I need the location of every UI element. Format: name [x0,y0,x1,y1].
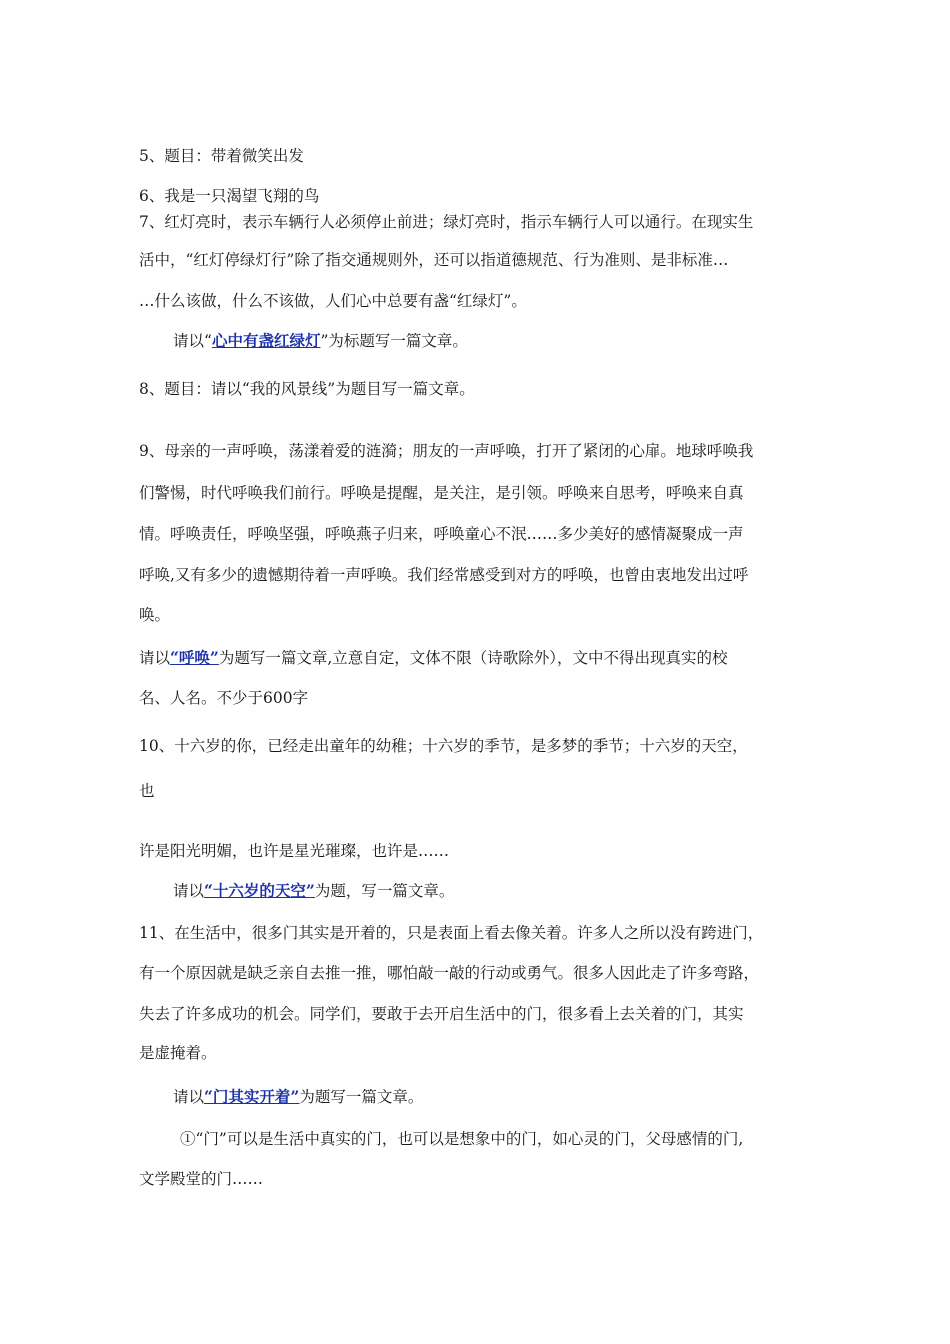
prompt-11-line-4: 是虚掩着。 [139,1044,217,1062]
instruction-prefix: 请以 [173,882,205,900]
prompt-10-instruction [173,880,454,902]
prompt-10-line-2: 也 [139,782,155,800]
instruction-suffix: 为题写一篇文章,立意自定，文体不限（诗歌除外），文中不得出现真实的校 [218,649,728,667]
prompt-10-line-1: 10、十六岁的你，已经走出童年的幼稚；十六岁的季节，是多梦的季节；十六岁的天空， [139,737,748,755]
prompt-9-line-5: 唤。 [139,606,171,624]
prompt-9-line-2: 们警惕，时代呼唤我们前行。呼唤是提醒，是关注，是引领。呼唤来自思考，呼唤来自真 [139,484,744,502]
prompt-11-instruction [173,1086,423,1108]
prompt-11-note-line-1: ①“门”可以是生活中真实的门，也可以是想象中的门，如心灵的门，父母感情的门, [180,1130,744,1148]
prompt-11-note-line-2: 文学殿堂的门…… [139,1170,264,1188]
prompt-8: 8、题目：请以“我的风景线”为题目写一篇文章。 [139,380,475,398]
prompt-5: 5、题目：带着微笑出发 [139,147,304,165]
instruction-prefix: 请以 [139,649,171,667]
instruction-suffix: 为题写一篇文章。 [299,1088,424,1106]
instruction-prefix: 请以“ [173,332,212,350]
prompt-6: 6、我是一只渴望飞翔的鸟 [139,187,320,205]
prompt-7-instruction [173,330,468,352]
title-link-sixteen-sky[interactable]: “十六岁的天空” [204,881,315,900]
prompt-9-line-4: 呼唤,又有多少的遗憾期待着一声呼唤。我们经常感受到对方的呼唤，也曾由衷地发出过呼 [139,566,749,584]
instruction-prefix: 请以 [173,1088,205,1106]
prompt-9-line-1: 9、母亲的一声呼唤，荡漾着爱的涟漪；朋友的一声呼唤，打开了紧闭的心扉。地球呼唤我 [139,442,754,460]
prompt-11-line-1: 11、在生活中，很多门其实是开着的，只是表面上看去像关着。许多人之所以没有跨进门， [139,924,764,942]
title-link-red-green-light[interactable]: 心中有盏红绿灯 [211,331,321,350]
title-link-door-open[interactable]: “门其实开着” [204,1087,300,1106]
prompt-7-line-2: 活中，“红灯停绿灯行”除了指交通规则外，还可以指道德规范、行为准则、是非标准… [139,251,729,269]
prompt-10-line-3: 许是阳光明媚，也许是星光璀璨，也许是…… [139,842,450,860]
prompt-7-line-1: 7、红灯亮时，表示车辆行人必须停止前进；绿灯亮时，指示车辆行人可以通行。在现实生 [139,213,754,231]
prompt-9-line-3: 情。呼唤责任，呼唤坚强，呼唤燕子归来，呼唤童心不泯……多少美好的感情凝聚成一声 [139,525,744,543]
prompt-9-instruction [139,647,728,669]
instruction-suffix: ”为标题写一篇文章。 [320,332,468,350]
instruction-suffix: 为题，写一篇文章。 [314,882,455,900]
prompt-9-instruction-line-2: 名、人名。不少于600字 [139,689,309,707]
title-link-call[interactable]: “呼唤” [170,648,219,667]
prompt-7-line-3: …什么该做，什么不该做，人们心中总要有盏“红绿灯”。 [139,292,527,310]
prompt-11-line-3: 失去了许多成功的机会。同学们，要敢于去开启生活中的门，很多看上去关着的门，其实 [139,1005,744,1023]
prompt-11-line-2: 有一个原因就是缺乏亲自去推一推，哪怕敲一敲的行动或勇气。很多人因此走了许多弯路， [139,964,760,982]
